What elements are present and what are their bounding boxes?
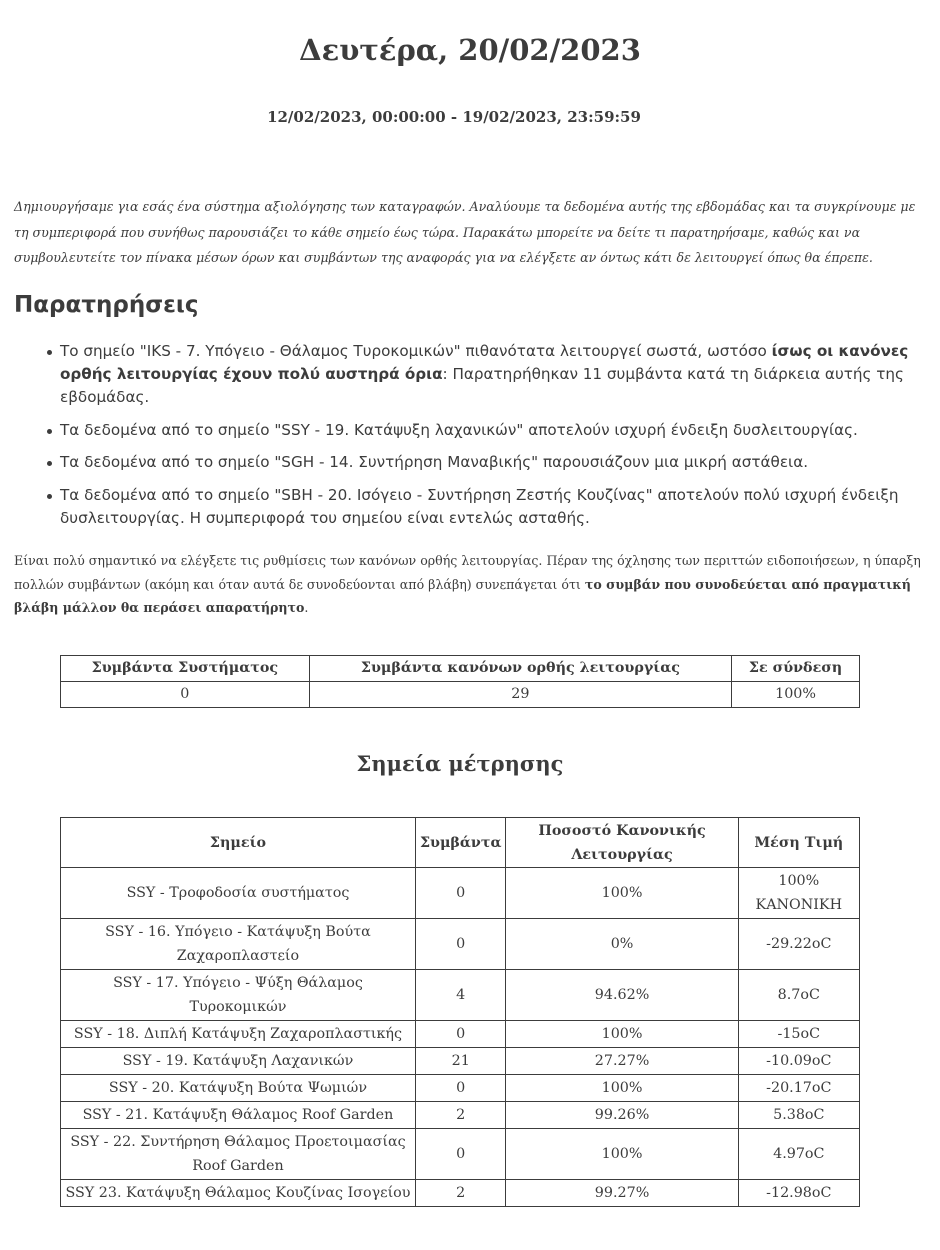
intro-paragraph: Δημιουργήσαμε για εσάς ένα σύστημα αξιολόγησης των καταγραφών. Αναλύουμε τα δεδομένα αυτής της εβδομάδας και τα συγκρίνουμε με τη συμπεριφορά που συνήθως παρουσιάζει το κάθε σημείο έως τώρα. Παρακάτω μπορείτε να δείτε τι παρατηρήσαμε, καθώς και να συμβουλευτείτε τον πίνακα μέσων όρων και συμβάντων της αναφοράς για να ελέγξετε αν όντως κάτι δε λειτουργεί όπως θα έπρεπε. [14, 199, 916, 265]
observation-emphasis: ίσως οι κανόνες ορθής λειτουργίας έχουν πολύ αυστηρά όρια [60, 342, 909, 383]
point-mean-value: -10.09oC [738, 1048, 859, 1075]
point-events: 21 [415, 1048, 506, 1075]
point-normal-percent: 99.26% [506, 1102, 738, 1129]
rules-note-end: . [304, 600, 309, 615]
rules-note-text: Είναι πολύ σημαντικό να ελέγξετε τις ρυθμίσεις των κανόνων ορθής λειτουργίας. Πέραν της όχλησης των περιττών ειδοποιήσεων, η ύπαρξη πολλών συμβάντων (ακόμη και όταν αυτά δε συνοδεύονται από βλάβη) συνεπάγεται ότι [14, 553, 921, 592]
points-section-title: Σημεία μέτρησης [356, 751, 564, 776]
point-normal-percent: 94.62% [506, 970, 738, 1021]
summary-table [60, 655, 860, 708]
point-events: 0 [415, 868, 506, 919]
point-name: SSY - 17. Υπόγειο - Ψύξη Θάλαμος Τυροκομικών [61, 970, 416, 1021]
observation-text-end: : Παρατηρήθηκαν 11 συμβάντα κατά τη διάρκεια αυτής της εβδομάδας. [60, 365, 904, 406]
observation-item [60, 484, 910, 530]
point-events: 2 [415, 1180, 506, 1207]
observation-text: Τα δεδομένα από το σημείο "SGH - 14. Συντήρηση Μαναβικής" παρουσιάζουν μια μικρή αστάθεια. [60, 453, 809, 471]
point-name: SSY 23. Κατάψυξη Θάλαμος Κουζίνας Ισογείου [61, 1180, 416, 1207]
point-mean-value: 4.97oC [738, 1129, 859, 1180]
summary-rule-events: 29 [309, 682, 731, 708]
point-mean-value: 100% ΚΑΝΟΝΙΚΗ [738, 868, 859, 919]
point-events: 0 [415, 919, 506, 970]
point-name: SSY - Τροφοδοσία συστήματος [61, 868, 416, 919]
observation-text: Τα δεδομένα από το σημείο "SBH - 20. Ισόγειο - Συντήρηση Ζεστής Κουζίνας" αποτελούν πολύ ισχυρή ένδειξη δυσλειτουργίας. Η συμπεριφορά του σημείου είναι εντελώς ασταθής. [60, 485, 899, 527]
point-name: SSY - 20. Κατάψυξη Βούτα Ψωμιών [61, 1075, 416, 1102]
point-name: SSY - 19. Κατάψυξη Λαχανικών [61, 1048, 416, 1075]
point-mean-value: 5.38oC [738, 1102, 859, 1129]
point-mean-value: -15oC [738, 1021, 859, 1048]
points-header-row [61, 818, 860, 868]
point-mean-value: 8.7oC [738, 970, 859, 1021]
measurement-points-table [60, 817, 860, 1207]
rules-note [14, 549, 924, 620]
points-header-point: Σημείο [61, 818, 416, 868]
observations-heading: Παρατηρήσεις [14, 292, 199, 318]
point-events: 0 [415, 1075, 506, 1102]
summary-system-events: 0 [61, 682, 310, 708]
point-mean-value: -12.98oC [738, 1180, 859, 1207]
point-mean-value: -29.22oC [738, 919, 859, 970]
observations-list [60, 340, 910, 539]
point-name: SSY - 21. Κατάψυξη Θάλαμος Roof Garden [61, 1102, 416, 1129]
point-normal-percent: 100% [506, 1129, 738, 1180]
table-row [61, 970, 860, 1021]
observation-item [60, 451, 910, 474]
point-normal-percent: 100% [506, 1021, 738, 1048]
point-events: 4 [415, 970, 506, 1021]
points-header-normal-percent: Ποσοστό Κανονικής Λειτουργίας [506, 818, 738, 868]
table-row [61, 1129, 860, 1180]
report-date-range: 12/02/2023, 00:00:00 - 19/02/2023, 23:59:59 [267, 108, 641, 126]
summary-online: 100% [732, 682, 860, 708]
table-row [61, 868, 860, 919]
point-mean-value: -20.17oC [738, 1075, 859, 1102]
summary-header-system-events: Συμβάντα Συστήματος [61, 656, 310, 682]
point-events: 2 [415, 1102, 506, 1129]
point-normal-percent: 100% [506, 1075, 738, 1102]
observation-text: Τα δεδομένα από το σημείο "SSY - 19. Κατάψυξη λαχανικών" αποτελούν ισχυρή ένδειξη δυσλειτουργίας. [60, 420, 858, 439]
summary-header-row [61, 656, 860, 682]
points-header-mean-value: Μέση Τιμή [738, 818, 859, 868]
observation-item [60, 340, 910, 409]
table-row [61, 1180, 860, 1207]
observation-item [60, 419, 910, 442]
point-name: SSY - 22. Συντήρηση Θάλαμος Προετοιμασίας Roof Garden [61, 1129, 416, 1180]
point-normal-percent: 99.27% [506, 1180, 738, 1207]
point-normal-percent: 27.27% [506, 1048, 738, 1075]
rules-note-emphasis: το συμβάν που συνοδεύεται από πραγματική βλάβη μάλλον θα περάσει απαρατήρητο [14, 576, 911, 615]
observation-text: Το σημείο "IKS - 7. Υπόγειο - Θάλαμος Τυροκομικών" πιθανότατα λειτουργεί σωστά, ωστόσο [60, 342, 772, 360]
point-events: 0 [415, 1129, 506, 1180]
table-row [61, 1021, 860, 1048]
page-title: Δευτέρα, 20/02/2023 [299, 33, 641, 67]
point-events: 0 [415, 1021, 506, 1048]
point-normal-percent: 0% [506, 919, 738, 970]
summary-header-online: Σε σύνδεση [732, 656, 860, 682]
point-normal-percent: 100% [506, 868, 738, 919]
summary-row [61, 682, 860, 708]
point-name: SSY - 16. Υπόγειο - Κατάψυξη Βούτα Ζαχαροπλαστείο [61, 919, 416, 970]
points-header-events: Συμβάντα [415, 818, 506, 868]
table-row [61, 1102, 860, 1129]
summary-header-rule-events: Συμβάντα κανόνων ορθής λειτουργίας [309, 656, 731, 682]
table-row [61, 1075, 860, 1102]
point-name: SSY - 18. Διπλή Κατάψυξη Ζαχαροπλαστικής [61, 1021, 416, 1048]
table-row [61, 919, 860, 970]
table-row [61, 1048, 860, 1075]
